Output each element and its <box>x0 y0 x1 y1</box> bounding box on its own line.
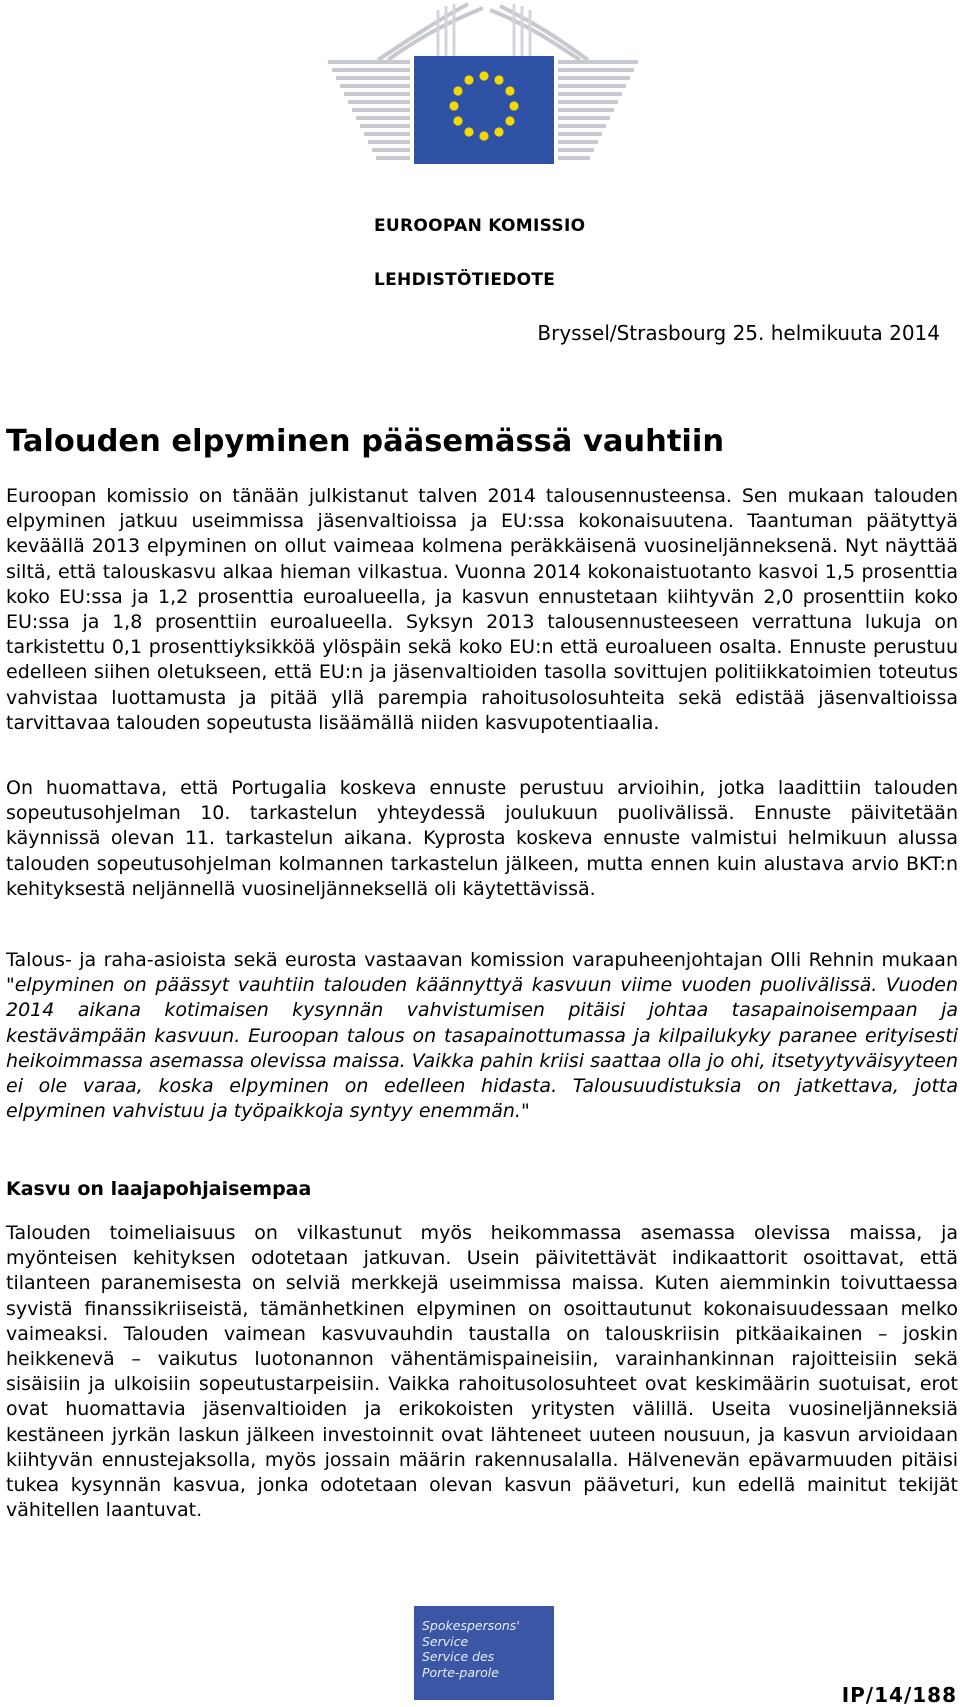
footer-logo-line: Porte-parole <box>422 1664 499 1680</box>
quote-intro: Talous- ja raha-asioista sekä eurosta vastaavan komission varapuheenjohtajan Olli Rehnin mukaan <box>6 949 958 971</box>
spokespersons-service-logo-icon <box>414 1606 554 1700</box>
section-paragraph: Talouden toimeliaisuus on vilkastunut myös heikommassa asemassa olevissa maissa, ja myönteisen kehityksen odotetaan jatkuvan. Usein päivitettävät indikaattorit osoittavat, että tilanteen paranemisesta on selviä merkkejä useimmissa maissa. Kuten aiemminkin toivuttaessa syvistä finanssikriiseistä, tämänhetkinen elpyminen on osoittautunut kokonaisuudessaan melko vaimeaksi. Talouden vaimean kasvuvauhdin taustalla on talouskriisin pitkäaikainen – joskin heikkenevä – vaikutus luotonannon vähentämispaineisiin, varainhankinnan rajoitteisiin sekä sisäisiin ja ulkoisiin sopeutustarpeisiin. Vaikka rahoitusolosuhteet ovat keskimäärin suotuisat, erot ovat huomattavia jäsenvaltioiden ja erikokoisten yritysten välillä. Useita vuosineljänneksiä kestäneen jyrkän laskun jälkeen investoinnit ovat lähteneet uuteen nousuun, ja kasvun arvioidaan kiihtyvän ennustejaksolla, myös jossain määrin rakennusalalla. Hälvenevän epävarmuuden pitäisi tukea kysynnän kasvua, jonka odotetaan olevan kasvun pääveturi, kun edellä mainitut tekijät vähitellen laantuvat. <box>6 1222 958 1522</box>
page-title: Talouden elpyminen pääsemässä vauhtiin <box>6 424 725 459</box>
organization-name: EUROOPAN KOMISSIO <box>374 216 586 236</box>
quote-paragraph <box>6 948 958 1124</box>
footer-logo-line: Service <box>422 1633 469 1649</box>
place-date: Bryssel/Strasbourg 25. helmikuuta 2014 <box>537 321 940 345</box>
footer-logo-line: Service des <box>422 1649 495 1664</box>
quote-text: "elpyminen on päässyt vauhtiin talouden käännyttyä kasvuun viime vuoden puolivälissä. Vuoden 2014 aikana kotimaisen kysynnän vahvistumisen pitäisi johtaa tasapainoisempaan ja kestävämpään kasvuun. Euroopan talous on tasapainottumassa ja kilpailukyky paranee erityisesti heikoimmassa asemassa olevissa maissa. Vaikka pahin kriisi saattaa olla jo ohi, itsetyytyväisyyteen ei ole varaa, koska elpyminen on edelleen hidasta. Talousuudistuksia on jatkettava, jotta elpyminen vahvistuu ja työpaikkoja syntyy enemmän." <box>6 974 958 1123</box>
document-type: LEHDISTÖTIEDOTE <box>374 270 556 290</box>
section-heading: Kasvu on laajapohjaisempaa <box>6 1178 312 1200</box>
eu-commission-logo-icon <box>318 0 648 168</box>
forecast-note-paragraph: On huomattava, että Portugalia koskeva ennuste perustuu arvioihin, jotka laadittiin talouden sopeutusohjelman 10. tarkastelun yhteydessä joulukuun puolivälissä. Ennuste päivitetään käynnissä olevan 11. tarkastelun aikana. Kyprosta koskeva ennuste valmistui helmikuun alussa talouden sopeutusohjelman kolmannen tarkastelun jälkeen, mutta ennen kuin alustava arvio BKT:n kehityksestä neljännellä vuosineljänneksellä oli käytettävissä. <box>6 777 958 900</box>
intro-paragraph: Euroopan komissio on tänään julkistanut talven 2014 talousennusteensa. Sen mukaan talouden elpyminen jatkuu useimmissa jäsenvaltioissa ja EU:ssa kokonaisuutena. Taantuman päätyttyä keväällä 2013 elpyminen on ollut vaimeaa kolmena peräkkäisenä vuosineljänneksenä. Nyt näyttää siltä, että talouskasvu alkaa hieman vilkastua. Vuonna 2014 kokonaistuotanto kasvoi 1,5 prosenttia koko EU:ssa ja 1,2 prosenttia euroalueella, ja kasvun ennustetaan kiihtyvän 2,0 prosenttiin koko EU:ssa ja 1,8 prosenttiin euroalueella. Syksyn 2013 talousennusteeseen verrattuna lukuja on tarkistettu 0,1 prosenttiyksikköä ylöspäin sekä koko EU:n että euroalueen osalta. Ennuste perustuu edelleen siihen oletukseen, että EU:n ja jäsenvaltioiden tasolla sovittujen politiikkatoimien toteutus vahvistaa luottamusta ja pitää yllä parempia rahoitusolosuhteita sekä edistää jäsenvaltioissa tarvittavaa talouden sopeutusta lisäämällä niiden kasvupotentiaalia. <box>6 485 958 734</box>
press-release-reference: IP/14/188 <box>841 1683 957 1707</box>
footer-logo-line: Spokespersons' <box>422 1618 520 1633</box>
